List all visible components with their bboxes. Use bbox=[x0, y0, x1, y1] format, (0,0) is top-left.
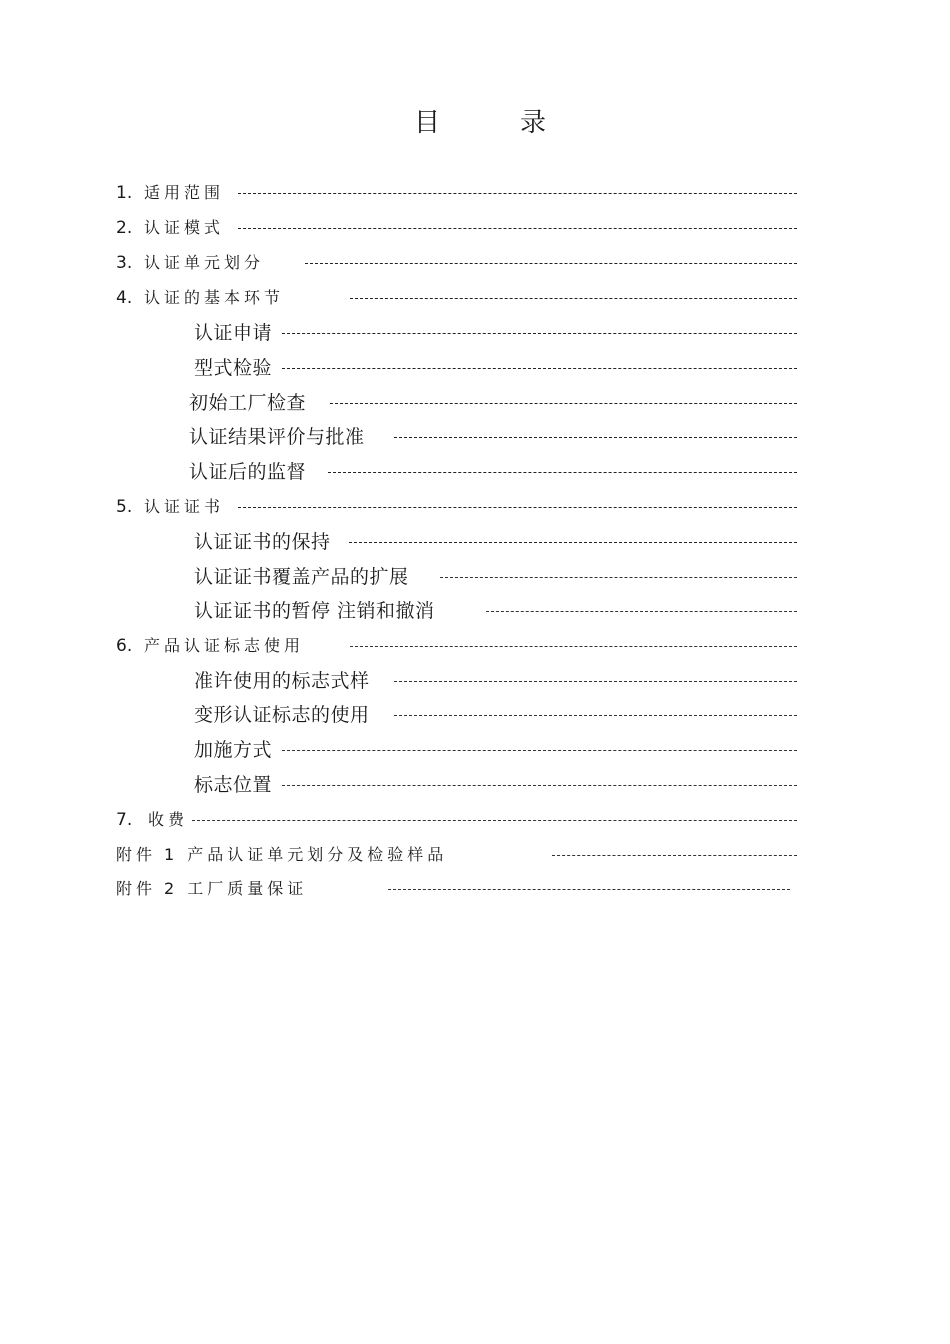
toc-subentry[interactable] bbox=[0, 353, 950, 383]
toc-attachment-prefix: 附件 bbox=[116, 845, 157, 864]
toc-entry-label: 准许使用的标志式样 bbox=[194, 670, 370, 692]
toc-entry-label: 2 工厂质量保证 bbox=[164, 879, 308, 898]
toc-subentry[interactable] bbox=[0, 596, 950, 626]
toc-subentry[interactable] bbox=[0, 457, 950, 487]
toc-attachment-prefix: 附件 bbox=[116, 879, 157, 898]
toc-attachment-1[interactable] bbox=[0, 840, 950, 870]
toc-entry-label: 认证申请 bbox=[194, 322, 273, 344]
toc-subentry[interactable] bbox=[0, 527, 950, 557]
toc-entry-5[interactable] bbox=[0, 492, 950, 522]
toc-entry-label: 认证证书 bbox=[144, 497, 225, 516]
toc-leader-dots bbox=[282, 750, 797, 751]
toc-entry-label: 认证证书的暂停 注销和撤消 bbox=[194, 600, 435, 622]
toc-leader-dots bbox=[192, 820, 797, 821]
toc-leader-dots bbox=[282, 368, 797, 369]
toc-entry-number: 3. bbox=[116, 253, 133, 273]
toc-leader-dots bbox=[238, 193, 797, 194]
toc-entry-number: 5. bbox=[116, 497, 133, 517]
toc-leader-dots bbox=[282, 333, 797, 334]
toc-subentry[interactable] bbox=[0, 388, 950, 418]
toc-entry-label: 认证后的监督 bbox=[189, 461, 307, 483]
toc-entry-6[interactable] bbox=[0, 631, 950, 661]
toc-leader-dots bbox=[394, 681, 797, 682]
toc-leader-dots bbox=[552, 855, 797, 856]
toc-leader-dots bbox=[440, 577, 797, 578]
toc-entry-label: 型式检验 bbox=[194, 357, 273, 379]
toc-entry-label: 认证证书覆盖产品的扩展 bbox=[194, 566, 409, 588]
toc-leader-dots bbox=[349, 542, 797, 543]
toc-attachment-2[interactable] bbox=[0, 874, 950, 904]
toc-entry-number: 1. bbox=[116, 183, 133, 203]
toc-entry-label: 收费 bbox=[148, 810, 189, 829]
toc-leader-dots bbox=[394, 715, 797, 716]
toc-leader-dots bbox=[305, 263, 797, 264]
toc-leader-dots bbox=[486, 611, 797, 612]
title-char-2: 录 bbox=[520, 108, 547, 138]
toc-subentry[interactable] bbox=[0, 562, 950, 592]
toc-entry-number: 7. bbox=[116, 810, 133, 830]
toc-leader-dots bbox=[350, 298, 797, 299]
toc-entry-3[interactable] bbox=[0, 248, 950, 278]
toc-leader-dots bbox=[238, 507, 797, 508]
toc-entry-label: 认证证书的保持 bbox=[194, 531, 331, 553]
toc-entry-label: 产品认证标志使用 bbox=[144, 636, 305, 655]
toc-entry-7[interactable] bbox=[0, 805, 950, 835]
toc-subentry[interactable] bbox=[0, 422, 950, 452]
toc-subentry[interactable] bbox=[0, 666, 950, 696]
title-char-1: 目 bbox=[414, 108, 441, 138]
page-title bbox=[0, 106, 950, 140]
toc-entry-label: 1 产品认证单元划分及检验样品 bbox=[164, 845, 448, 864]
toc-subentry[interactable] bbox=[0, 318, 950, 348]
toc-leader-dots bbox=[238, 228, 797, 229]
toc-leader-dots bbox=[350, 646, 797, 647]
toc-entry-label: 变形认证标志的使用 bbox=[194, 704, 370, 726]
toc-entry-number: 2. bbox=[116, 218, 133, 238]
toc-entry-label: 认证结果评价与批准 bbox=[189, 426, 365, 448]
toc-subentry[interactable] bbox=[0, 735, 950, 765]
toc-entry-label: 适用范围 bbox=[144, 183, 225, 202]
toc-entry-number: 4. bbox=[116, 288, 133, 308]
toc-entry-label: 认证模式 bbox=[144, 218, 225, 237]
toc-leader-dots bbox=[328, 472, 797, 473]
toc-entry-1[interactable] bbox=[0, 178, 950, 208]
toc-entry-number: 6. bbox=[116, 636, 133, 656]
toc-entry-label: 加施方式 bbox=[194, 739, 273, 761]
toc-entry-label: 认证的基本环节 bbox=[144, 288, 285, 307]
toc-leader-dots bbox=[394, 437, 797, 438]
toc-leader-dots bbox=[282, 785, 797, 786]
toc-entry-label: 初始工厂检查 bbox=[189, 392, 307, 414]
toc-leader-dots bbox=[388, 889, 790, 890]
toc-subentry[interactable] bbox=[0, 770, 950, 800]
toc-entry-4[interactable] bbox=[0, 283, 950, 313]
toc-leader-dots bbox=[330, 403, 797, 404]
toc-entry-2[interactable] bbox=[0, 213, 950, 243]
toc-entry-label: 认证单元划分 bbox=[144, 253, 265, 272]
toc-entry-label: 标志位置 bbox=[194, 774, 273, 796]
toc-subentry[interactable] bbox=[0, 700, 950, 730]
